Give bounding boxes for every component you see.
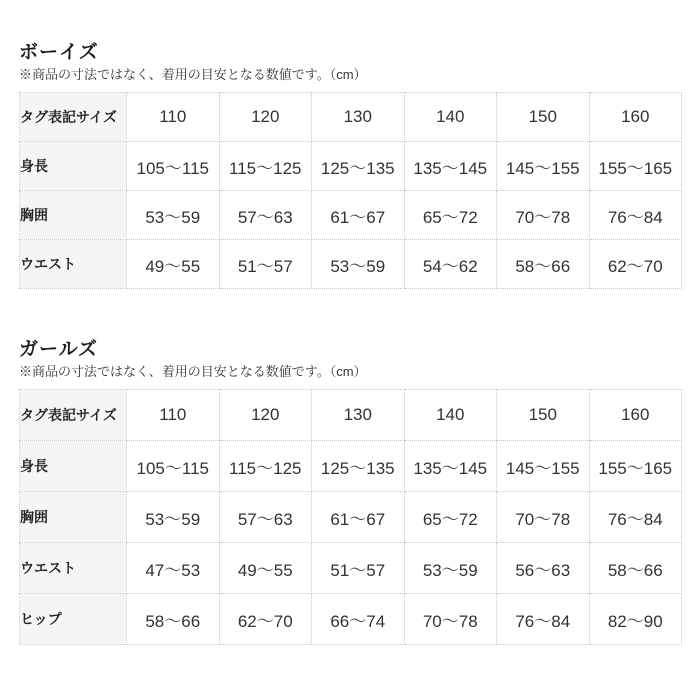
- waist-value-cell: 56〜63: [497, 543, 590, 594]
- height-value-cell: 145〜155: [497, 142, 590, 191]
- waist-value-cell: 49〜55: [127, 240, 220, 289]
- waist-value-cell: 49〜55: [219, 543, 312, 594]
- chest-value-cell: 57〜63: [219, 191, 312, 240]
- height-value-cell: 135〜145: [404, 142, 497, 191]
- row-label-waist: ウエスト: [20, 543, 127, 594]
- size-column-header: 110: [127, 390, 220, 441]
- chest-value-cell: 61〜67: [312, 492, 405, 543]
- girls-hip-row: [20, 594, 682, 645]
- boys-measurement-note: ※商品の寸法ではなく、着用の目安となる数値です。（cm）: [19, 67, 367, 82]
- waist-value-cell: 53〜59: [312, 240, 405, 289]
- size-column-header: 160: [589, 390, 682, 441]
- waist-value-cell: 58〜66: [589, 543, 682, 594]
- row-label-height: 身長: [20, 142, 127, 191]
- row-label-waist: ウエスト: [20, 240, 127, 289]
- waist-value-cell: 51〜57: [312, 543, 405, 594]
- size-column-header: 130: [312, 390, 405, 441]
- girls-waist-row: [20, 543, 682, 594]
- height-value-cell: 155〜165: [589, 441, 682, 492]
- row-label-chest: 胸囲: [20, 191, 127, 240]
- hip-value-cell: 66〜74: [312, 594, 405, 645]
- height-value-cell: 105〜115: [127, 142, 220, 191]
- size-column-header: 110: [127, 93, 220, 142]
- size-column-header: 120: [219, 93, 312, 142]
- height-value-cell: 155〜165: [589, 142, 682, 191]
- chest-value-cell: 70〜78: [497, 492, 590, 543]
- chest-value-cell: 61〜67: [312, 191, 405, 240]
- waist-value-cell: 58〜66: [497, 240, 590, 289]
- boys-chest-row: [20, 191, 682, 240]
- hip-value-cell: 82〜90: [589, 594, 682, 645]
- row-label-height: 身長: [20, 441, 127, 492]
- size-column-header: 140: [404, 390, 497, 441]
- girls-chest-row: [20, 492, 682, 543]
- row-label-hip: ヒップ: [20, 594, 127, 645]
- chest-value-cell: 65〜72: [404, 492, 497, 543]
- height-value-cell: 145〜155: [497, 441, 590, 492]
- size-column-header: 150: [497, 390, 590, 441]
- row-label-tag-size: タグ表記サイズ: [20, 93, 127, 142]
- waist-value-cell: 62〜70: [589, 240, 682, 289]
- waist-value-cell: 54〜62: [404, 240, 497, 289]
- size-column-header: 120: [219, 390, 312, 441]
- chest-value-cell: 70〜78: [497, 191, 590, 240]
- boys-height-row: [20, 142, 682, 191]
- size-column-header: 150: [497, 93, 590, 142]
- size-column-header: 130: [312, 93, 405, 142]
- row-label-tag-size: タグ表記サイズ: [20, 390, 127, 441]
- boys-size-table: [19, 92, 682, 289]
- chest-value-cell: 57〜63: [219, 492, 312, 543]
- boys-size-header-row: [20, 93, 682, 142]
- height-value-cell: 105〜115: [127, 441, 220, 492]
- height-value-cell: 125〜135: [312, 142, 405, 191]
- chest-value-cell: 76〜84: [589, 191, 682, 240]
- girls-measurement-note: ※商品の寸法ではなく、着用の目安となる数値です。（cm）: [19, 364, 367, 379]
- height-value-cell: 125〜135: [312, 441, 405, 492]
- size-column-header: 160: [589, 93, 682, 142]
- hip-value-cell: 76〜84: [497, 594, 590, 645]
- girls-section-title: ガールズ: [19, 339, 99, 360]
- girls-section: [19, 339, 682, 645]
- chest-value-cell: 53〜59: [127, 191, 220, 240]
- waist-value-cell: 47〜53: [127, 543, 220, 594]
- row-label-chest: 胸囲: [20, 492, 127, 543]
- boys-waist-row: [20, 240, 682, 289]
- height-value-cell: 135〜145: [404, 441, 497, 492]
- hip-value-cell: 58〜66: [127, 594, 220, 645]
- height-value-cell: 115〜125: [219, 142, 312, 191]
- height-value-cell: 115〜125: [219, 441, 312, 492]
- size-column-header: 140: [404, 93, 497, 142]
- girls-height-row: [20, 441, 682, 492]
- girls-size-header-row: [20, 390, 682, 441]
- waist-value-cell: 53〜59: [404, 543, 497, 594]
- boys-section: [19, 42, 682, 289]
- girls-size-table: [19, 389, 682, 645]
- hip-value-cell: 62〜70: [219, 594, 312, 645]
- hip-value-cell: 70〜78: [404, 594, 497, 645]
- chest-value-cell: 53〜59: [127, 492, 220, 543]
- chest-value-cell: 76〜84: [589, 492, 682, 543]
- waist-value-cell: 51〜57: [219, 240, 312, 289]
- boys-section-title: ボーイズ: [19, 42, 99, 63]
- chest-value-cell: 65〜72: [404, 191, 497, 240]
